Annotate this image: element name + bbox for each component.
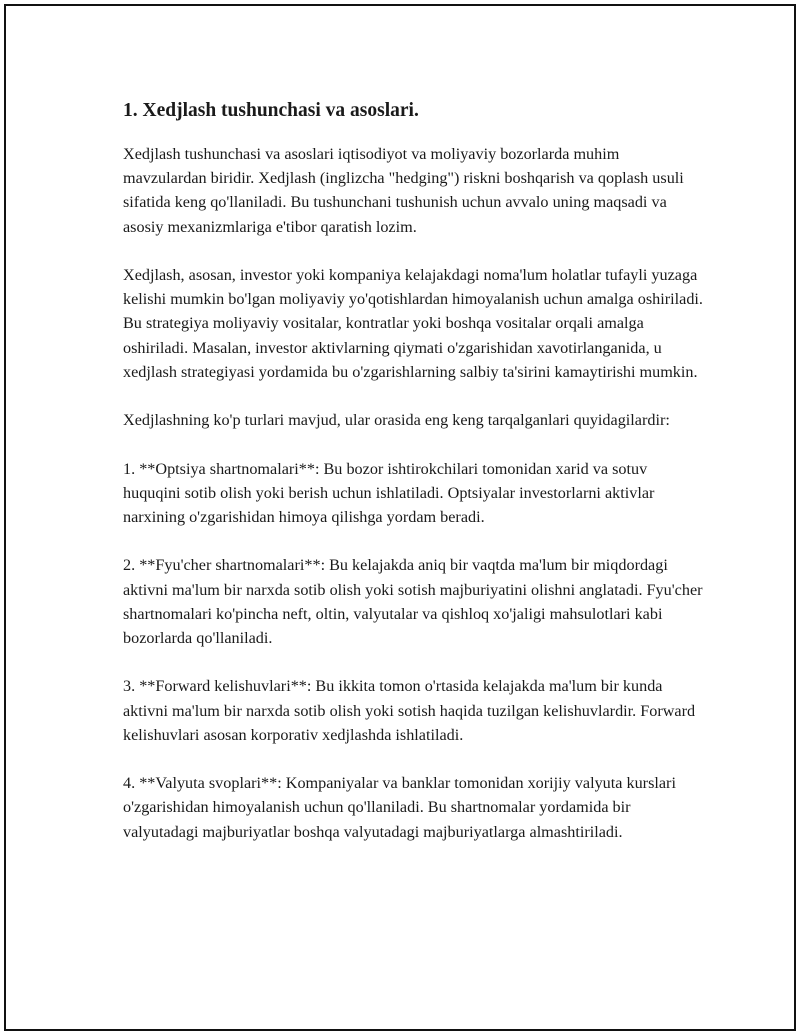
page-frame — [4, 4, 796, 1031]
document-body — [123, 98, 703, 868]
list-item-futures: 2. **Fyu'cher shartnomalari**: Bu kelajakda aniq bir vaqtda ma'lum bir miqdordagi aktivni ma'lum bir narxda sotib olish yoki sotish majburiyatini olishni anglatadi. Fyu'cher shartnomalari ko'pincha neft, oltin, valyutalar va qishloq xo'jaligi mahsulotlari kabi bozorlarda qo'llaniladi. — [123, 556, 703, 647]
document-title: 1. Xedjlash tushunchasi va asoslari. — [123, 100, 419, 121]
paragraph-types-intro: Xedjlashning ko'p turlari mavjud, ular orasida eng keng tarqalganlari quyidagilardir: — [123, 411, 670, 430]
list-item-options: 1. **Optsiya shartnomalari**: Bu bozor ishtirokchilari tomonidan xarid va sotuv huquqini sotib olish yoki berish uchun ishlatiladi. Optsiyalar investorlarni aktivlar narxining o'zgarishidan himoya qilishga yordam beradi. — [123, 459, 655, 526]
list-item-currency-swaps: 4. **Valyuta svoplari**: Kompaniyalar va banklar tomonidan xorijiy valyuta kurslari o'zgarishidan himoyalanish uchun qo'llaniladi. Bu shartnomalar yordamida bir valyutadagi majburiyatlar boshqa valyutadagi majburiyatlarga almashtiriladi. — [123, 774, 676, 841]
paragraph-intro: Xedjlash tushunchasi va asoslari iqtisodiyot va moliyaviy bozorlarda muhim mavzulardan biridir. Xedjlash (inglizcha "hedging") riskni boshqarish va qoplash usuli sifatida keng qo'llaniladi. Bu tushunchani tushunish uchun avvalo uning maqsadi va asosiy mexanizmlariga e'tibor qaratish lozim. — [123, 145, 684, 236]
list-item-forwards: 3. **Forward kelishuvlari**: Bu ikkita tomon o'rtasida kelajakda ma'lum bir kunda aktivni ma'lum bir narxda sotib olish yoki sotish haqida tuzilgan kelishuvlardir. Forward kelishuvlari asosan korporativ xedjlashda ishlatiladi. — [123, 677, 696, 744]
paragraph-purpose: Xedjlash, asosan, investor yoki kompaniya kelajakdagi noma'lum holatlar tufayli yuzaga kelishi mumkin bo'lgan moliyaviy yo'qotishlardan himoyalanish uchun amalga oshiriladi. Bu strategiya moliyaviy vositalar, kontratlar yoki boshqa vositalar orqali amalga oshiriladi. Masalan, investor aktivlarning qiymati o'zgarishidan xavotirlanganida, u xedjlash strategiyasi yordamida bu o'zgarishlarning salbiy ta'sirini kamaytirishi mumkin. — [123, 266, 703, 381]
